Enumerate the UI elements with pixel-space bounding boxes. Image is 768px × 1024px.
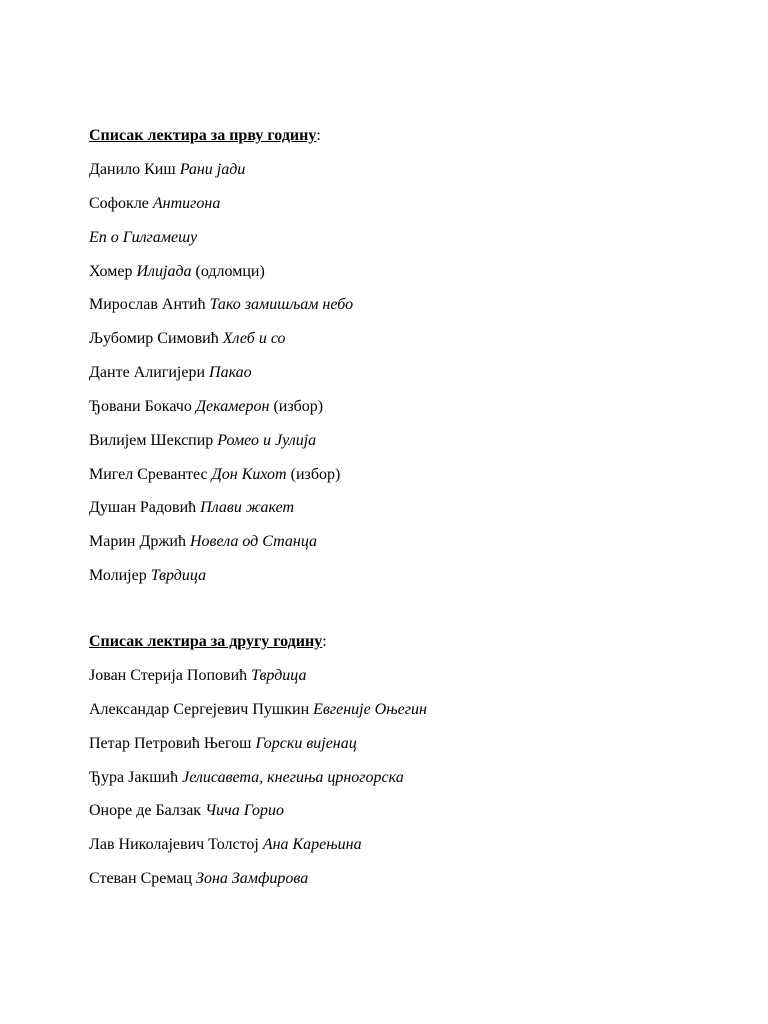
book-title: Зона Замфирова xyxy=(196,870,309,888)
book-author: Душан Радовић xyxy=(89,499,197,517)
book-author: Петар Петровић Његош xyxy=(89,734,252,752)
book-author: Данило Киш xyxy=(89,161,176,178)
reading-list-second-year xyxy=(89,632,709,903)
reading-list xyxy=(89,666,709,889)
list-item xyxy=(89,194,709,214)
section-heading xyxy=(89,126,709,146)
section-heading-text: Списак лектира за прву годину xyxy=(89,127,317,144)
book-title: Декамерон xyxy=(195,397,270,415)
list-item xyxy=(89,869,709,889)
book-title: Еп о Гилгамешу xyxy=(89,228,198,246)
book-title: Антигона xyxy=(152,194,221,212)
list-item xyxy=(89,498,709,518)
book-author: Александар Сергејевич Пушкин xyxy=(89,700,310,718)
book-author: Молијер xyxy=(89,567,147,585)
book-author: Данте Алигијери xyxy=(89,364,206,382)
book-title: Ана Карењина xyxy=(262,836,362,854)
reading-list xyxy=(89,160,709,586)
list-item xyxy=(89,160,709,180)
list-item xyxy=(89,700,709,720)
book-author: Љубомир Симовић xyxy=(89,330,219,348)
book-title: Пакао xyxy=(209,364,252,382)
list-item xyxy=(89,801,709,821)
book-author: Хомер xyxy=(89,262,133,280)
book-author: Лав Николајевич Толстој xyxy=(89,836,259,854)
book-title: Рани јади xyxy=(179,161,246,178)
list-item xyxy=(89,465,709,485)
section-heading-text: Списак лектира за другу годину xyxy=(89,633,323,650)
section-heading-colon: : xyxy=(316,127,321,144)
book-author: Стеван Сремац xyxy=(89,870,193,888)
book-author: Мирослав Антић xyxy=(89,296,206,314)
list-item xyxy=(89,835,709,855)
list-item xyxy=(89,431,709,451)
book-author: Вилијем Шекспир xyxy=(89,431,214,449)
section-heading xyxy=(89,632,709,652)
list-item xyxy=(89,329,709,349)
list-item xyxy=(89,566,709,586)
book-title: Плави жакет xyxy=(200,499,295,517)
book-author: Ђовани Бокачо xyxy=(89,397,192,415)
book-note: (избор) xyxy=(290,465,341,483)
book-title: Горски вијенац xyxy=(255,734,357,752)
book-title: Тврдица xyxy=(251,667,307,684)
book-title: Евгеније Оњегин xyxy=(313,700,427,718)
list-item xyxy=(89,734,709,754)
list-item xyxy=(89,532,709,552)
book-author: Мигел Сревантес xyxy=(89,465,208,483)
list-item xyxy=(89,768,709,788)
list-item xyxy=(89,228,709,248)
list-item xyxy=(89,666,709,686)
book-title: Тврдица xyxy=(150,567,207,585)
reading-list-first-year xyxy=(89,126,709,600)
book-title: Дон Кихот xyxy=(211,465,287,483)
book-note: (избор) xyxy=(273,397,324,415)
list-item xyxy=(89,262,709,282)
book-author: Јован Стерија Поповић xyxy=(89,667,248,684)
book-author: Ђура Јакшић xyxy=(89,768,179,786)
book-title: Хлеб и со xyxy=(222,330,286,348)
book-title: Илијада xyxy=(136,262,192,280)
book-title: Чича Горио xyxy=(205,802,285,820)
book-note: (одломци) xyxy=(195,262,265,280)
book-title: Новела од Станца xyxy=(189,533,318,551)
list-item xyxy=(89,295,709,315)
book-author: Оноре де Балзак xyxy=(89,802,202,820)
book-title: Тако замишљам небо xyxy=(209,296,354,314)
book-title: Ромео и Јулија xyxy=(217,431,317,449)
list-item xyxy=(89,397,709,417)
book-author: Софокле xyxy=(89,194,149,212)
book-author: Марин Држић xyxy=(89,533,186,551)
section-heading-colon: : xyxy=(322,633,327,650)
book-title: Јелисавета, кнегиња црногорска xyxy=(182,768,404,786)
list-item xyxy=(89,363,709,383)
